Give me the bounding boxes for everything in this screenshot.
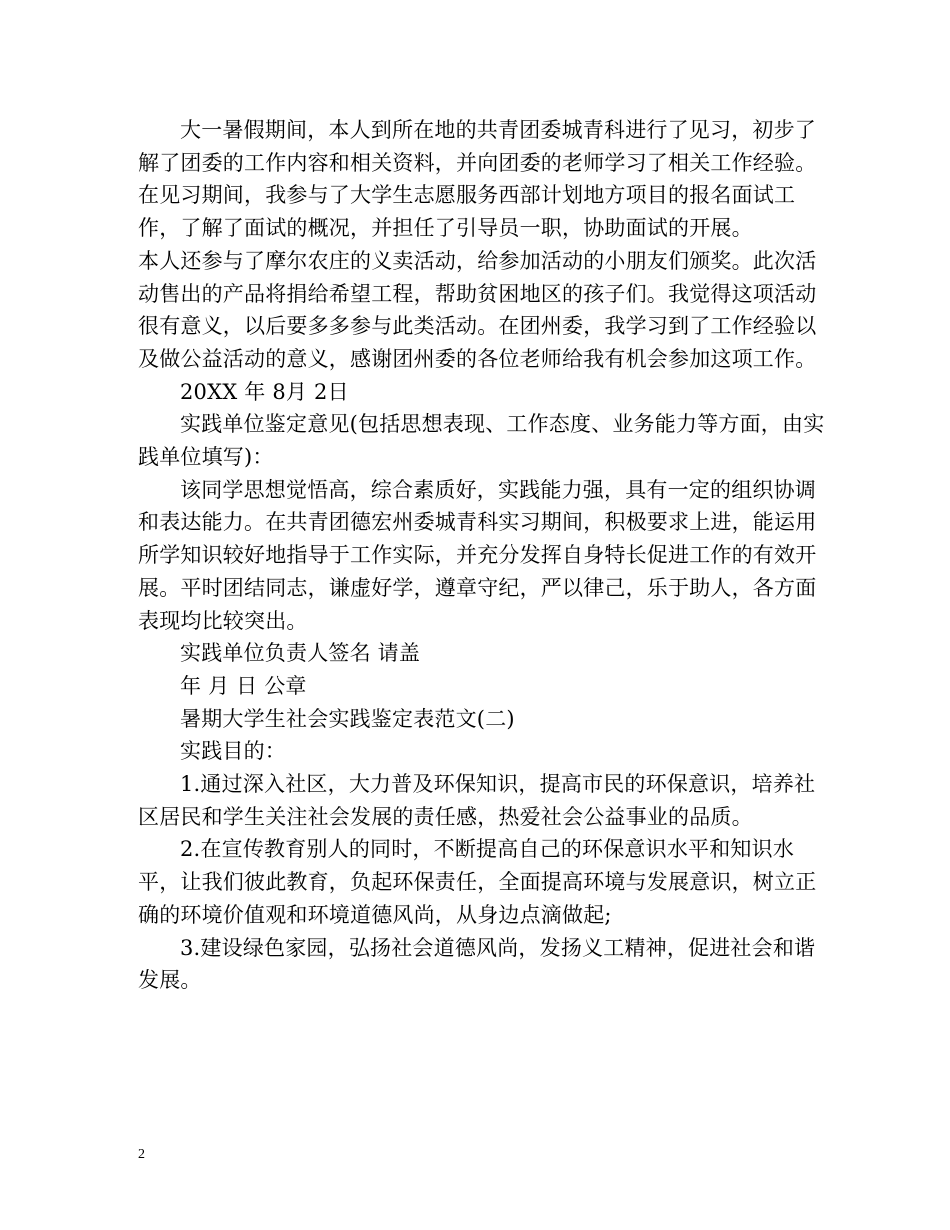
paragraph-charity-activity: 本人还参与了摩尔农庄的义卖活动，给参加活动的小朋友们颁奖。此次活动售出的产品将捐给希望工程，帮助贫困地区的孩子们。我觉得这项活动很有意义，以后要多多参与此类活动。在团州委，我学习到了工作经验以及做公益活动的意义，感谢团州委的各位老师给我有机会参加这项工作。 (138, 248, 817, 371)
paragraph-purpose-item-1: 1.通过深入社区，大力普及环保知识，提高市民的环保意识，培养社区居民和学生关注社会发展的责任感，热爱社会公益事业的品质。 (138, 772, 816, 829)
paragraph-unit-appraisal: 该同学思想觉悟高，综合素质好，实践能力强，具有一定的组织协调和表达能力。在共青团德宏州委城青科实习期间，积极要求上进，能运用所学知识较好地指导于工作实际，并充分发挥自身特长促进工作的有效开展。平时团结同志，谦虚好学，遵章守纪，严以律己，乐于助人，各方面表现均比较突出。 (138, 477, 817, 633)
paragraph-internship-experience: 大一暑假期间，本人到所在地的共青团委城青科进行了见习，初步了解了团委的工作内容和相关资料，并向团委的老师学习了相关工作经验。在见习期间，我参与了大学生志愿服务西部计划地方项目的报名面试工作，了解了面试的概况，并担任了引导员一职，协助面试的开展。 (138, 118, 817, 241)
paragraph-purpose-item-3: 3.建设绿色家园，弘扬社会道德风尚，发扬义工精神，促进社会和谐发展。 (138, 935, 816, 993)
paragraph-signature-line: 实践单位负责人签名 请盖 (180, 641, 421, 666)
page-number: 2 (138, 1147, 145, 1162)
paragraph-date: 20XX 年 8月 2日 (180, 379, 349, 404)
document-body (138, 114, 826, 997)
paragraph-section-title: 暑期大学生社会实践鉴定表范文(二) (180, 706, 515, 731)
paragraph-purpose-item-2: 2.在宣传教育别人的同时，不断提高自己的环保意识水平和知识水平，让我们彼此教育，负起环保责任，全面提高环境与发展意识，树立正确的环境价值观和环境道德风尚，从身边点滴做起; (138, 837, 817, 927)
paragraph-purpose-heading: 实践目的： (180, 739, 286, 764)
paragraph-seal-line: 年 月 日 公章 (180, 673, 307, 698)
paragraph-unit-appraisal-heading: 实践单位鉴定意见(包括思想表现、工作态度、业务能力等方面，由实践单位填写)： (138, 412, 825, 470)
